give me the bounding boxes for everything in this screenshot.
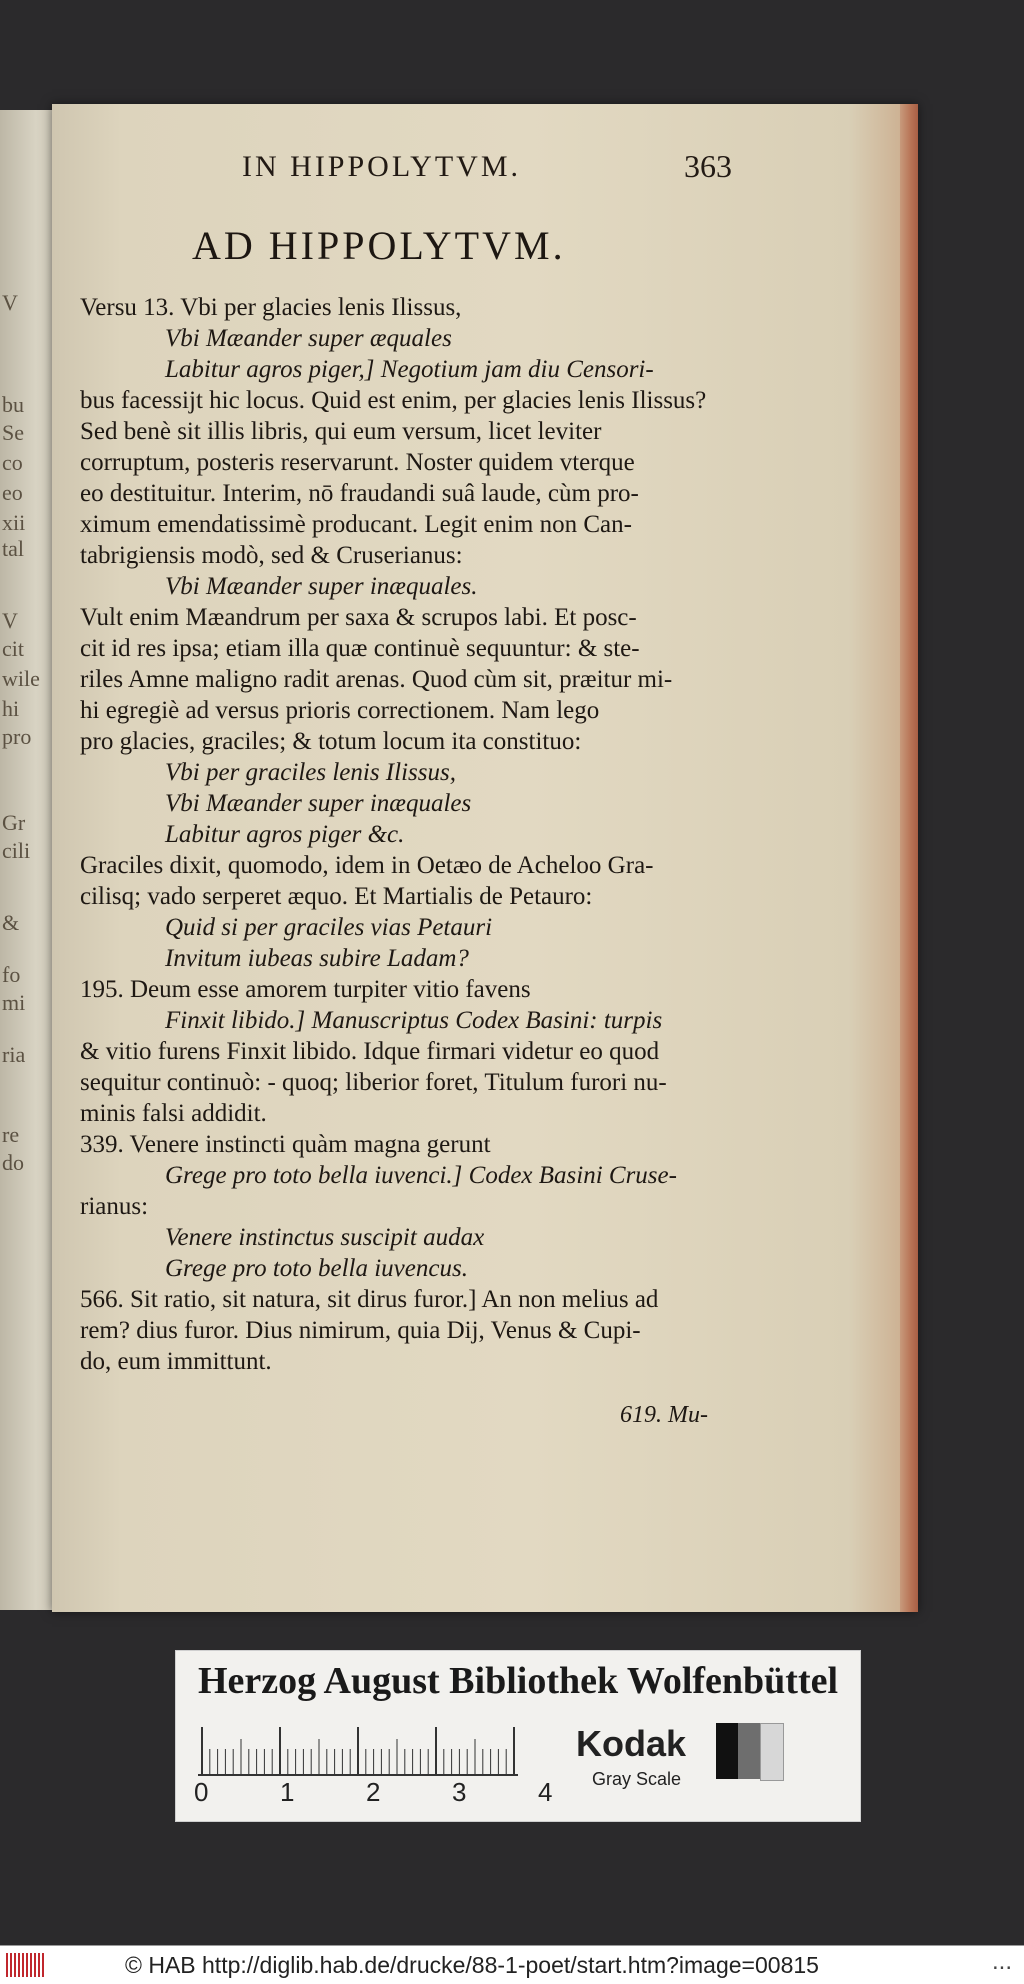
text-line: 195. Deum esse amorem turpiter vitio favens <box>80 976 531 1003</box>
gray-swatch-light <box>760 1723 784 1781</box>
text-line: Vbi per graciles lenis Ilissus, <box>165 759 456 786</box>
text-line: Grege pro toto bella iuvencus. <box>165 1255 468 1282</box>
text-line: ximum emendatissimè producant. Legit enim non Can- <box>80 511 632 538</box>
left-page-fragment: pro <box>2 724 32 749</box>
text-line: 339. Venere instincti quàm magna gerunt <box>80 1131 491 1158</box>
left-page-fragment: re <box>2 1122 20 1147</box>
text-line: cit id res ipsa; etiam illa quæ continuè sequuntur: & ste- <box>80 635 640 662</box>
text-line: corruptum, posteris reservarunt. Noster quidem vterque <box>80 449 635 476</box>
left-page-fragment: Se <box>2 420 24 445</box>
more-menu-icon[interactable]: ... <box>991 1948 1012 1975</box>
text-line: rianus: <box>80 1193 149 1220</box>
text-line: & vitio furens Finxit libido. Idque firmari videtur eo quod <box>80 1038 660 1065</box>
gray-swatch-black <box>716 1723 738 1779</box>
text-line: Grege pro toto bella iuvenci.] Codex Basini Cruse- <box>165 1162 677 1189</box>
text-line: hi egregiè ad versus prioris correctionem. Nam lego <box>80 697 600 724</box>
text-line: tabrigiensis modò, sed & Cruserianus: <box>80 542 463 569</box>
left-page-fragment: V <box>2 290 18 315</box>
text-line: Labitur agros piger,] Negotium jam diu Censori- <box>165 356 654 383</box>
text-line: riles Amne maligno radit arenas. Quod cùm sit, præitur mi- <box>80 666 673 693</box>
text-line: rem? dius furor. Dius nimirum, quia Dij, Venus & Cupi- <box>80 1317 641 1344</box>
page-title: AD HIPPOLYTVM. <box>192 223 566 268</box>
footer-bar <box>0 1945 1024 1984</box>
hab-logo-icon <box>6 1953 46 1977</box>
library-name: Herzog August Bibliothek Wolfenbüttel <box>197 1660 839 1702</box>
text-line: Finxit libido.] Manuscriptus Codex Basini: turpis <box>165 1007 663 1034</box>
text-line: Graciles dixit, quomodo, idem in Oetæo de Acheloo Gra- <box>80 852 654 879</box>
text-line: Vult enim Mæandrum per saxa & scrupos labi. Et posc- <box>80 604 637 631</box>
ruler-number: 3 <box>452 1777 467 1807</box>
left-page-fragment: ria <box>2 1042 26 1067</box>
book-page <box>52 104 918 1612</box>
text-line: Versu 13. Vbi per glacies lenis Ilissus, <box>80 294 462 321</box>
ruler-icon <box>198 1721 518 1777</box>
text-line: Labitur agros piger &c. <box>165 821 405 848</box>
text-line: Vbi Mæander super inæquales <box>165 790 472 817</box>
text-line: sequitur continuò: - quoq; liberior foret, Titulum furori nu- <box>80 1069 667 1096</box>
text-line: do, eum immittunt. <box>80 1348 272 1375</box>
left-page-fragment: fo <box>2 962 21 987</box>
text-line: Invitum iubeas subire Ladam? <box>165 945 469 972</box>
text-line: Sed benè sit illis libris, qui eum versum, licet leviter <box>80 418 602 445</box>
ruler-number: 1 <box>280 1777 295 1807</box>
left-page-fragment: cit <box>2 636 24 661</box>
left-page-fragment: do <box>2 1150 24 1175</box>
left-page-fragment: hi <box>2 696 20 721</box>
left-page-fragment: V <box>2 608 18 633</box>
text-line: eo destituitur. Interim, nō fraudandi suâ laude, cùm pro- <box>80 480 639 507</box>
left-page-fragment: co <box>2 450 23 475</box>
page-number: 363 <box>684 148 732 184</box>
ruler-number: 0 <box>194 1777 209 1807</box>
kodak-logo: Kodak <box>576 1723 687 1764</box>
text-line: bus facessijt hic locus. Quid est enim, per glacies lenis Ilissus? <box>80 387 707 414</box>
gray-scale-label: Gray Scale <box>592 1769 682 1789</box>
left-page-fragment: cili <box>2 838 31 863</box>
text-line: 566. Sit ratio, sit natura, sit dirus furor.] An non melius ad <box>80 1286 659 1313</box>
left-page-fragment: Gr <box>2 810 26 835</box>
left-page-fragment: & <box>2 910 20 935</box>
ruler-number: 4 <box>538 1777 553 1807</box>
color-scale-card <box>175 1650 861 1822</box>
text-line: Quid si per graciles vias Petauri <box>165 914 493 941</box>
left-page-fragment: mi <box>2 990 26 1015</box>
ruler-number: 2 <box>366 1777 381 1807</box>
left-page-fragment: xii <box>2 510 26 535</box>
footer-link[interactable]: © HAB http://diglib.hab.de/drucke/88-1-poet/start.htm?image=00815 <box>125 1952 819 1978</box>
text-line: pro glacies, graciles; & totum locum ita constituo: <box>80 728 582 755</box>
red-page-edge <box>900 104 918 1612</box>
left-page-fragment: bu <box>2 392 24 417</box>
text-line: Vbi Mæander super æquales <box>165 325 452 352</box>
running-head: IN HIPPOLYTVM. <box>242 150 521 183</box>
left-page-fragment: tal <box>2 536 24 561</box>
text-line: Vbi Mæander super inæquales. <box>165 573 478 600</box>
text-line: minis falsi addidit. <box>80 1100 267 1127</box>
text-body <box>80 292 800 1377</box>
left-page-edge <box>0 110 60 1610</box>
text-line: Venere instinctus suscipit audax <box>165 1224 485 1251</box>
left-page-fragment: eo <box>2 480 23 505</box>
catchword: 619. Mu- <box>620 1402 708 1428</box>
gray-swatch-dark <box>738 1723 760 1779</box>
left-page-fragment: wile <box>2 666 40 691</box>
text-line: cilisq; vado serperet æquo. Et Martialis de Petauro: <box>80 883 593 910</box>
